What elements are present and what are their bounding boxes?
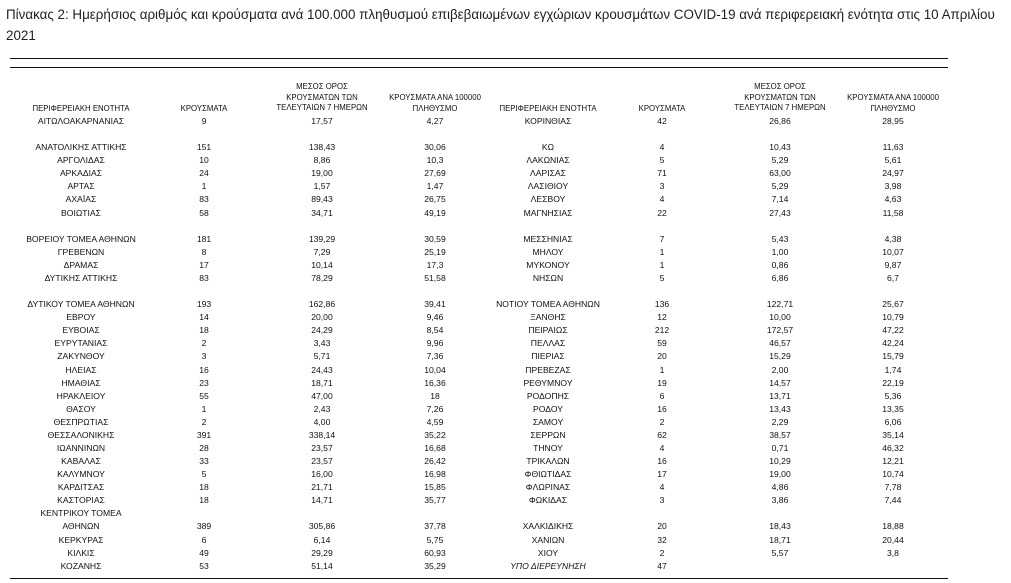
- cell-cases-left: 5: [201, 469, 207, 480]
- cell-avg-left: 139,29: [308, 233, 336, 244]
- header-cases-right: ΚΡΟΥΣΜΑΤΑ: [638, 104, 686, 113]
- cell-cases-right: 4: [659, 443, 665, 453]
- cell-cases-left: 24: [199, 168, 209, 179]
- cell-cases-left: 391: [196, 429, 212, 440]
- cell-avg-right: 5,43: [771, 233, 789, 244]
- cell-cases-right: 1: [659, 364, 665, 375]
- header-per100k-left: ΚΡΟΥΣΜΑΤΑ ΑΝΑ 100000 ΠΛΗΘΥΣΜΟ: [389, 93, 481, 113]
- table-row: [0, 508, 1011, 519]
- cell-unit-left: ΘΕΣΣΑΛΟΝΙΚΗΣ: [47, 429, 115, 440]
- cell-unit-left: ΚΕΝΤΡΙΚΟΥ ΤΟΜΕΑ: [40, 508, 122, 519]
- cell-cases-left: 389: [196, 521, 212, 532]
- cell-per100k-left: 25,19: [424, 246, 446, 257]
- cell-avg-right: 172,57: [766, 325, 794, 336]
- table-row: [0, 365, 1011, 376]
- cell-per100k-right: 15,79: [882, 351, 904, 362]
- cell-unit-right: ΥΠΟ ΔΙΕΡΕΥΝΗΣΗ: [510, 560, 586, 571]
- cell-per100k-left: 16,68: [424, 443, 446, 453]
- cell-unit-right: ΦΛΩΡΙΝΑΣ: [525, 482, 571, 493]
- cell-per100k-left: 16,36: [424, 377, 446, 388]
- cell-unit-right: ΣΑΜΟΥ: [532, 416, 564, 427]
- cell-avg-right: 2,00: [771, 364, 789, 375]
- cell-avg-left: 8,86: [313, 155, 331, 166]
- cell-cases-left: 28: [199, 443, 209, 453]
- cell-cases-left: 83: [199, 194, 209, 205]
- cell-per100k-left: 9,46: [426, 312, 444, 323]
- cell-cases-right: 62: [657, 429, 667, 440]
- table-row: [0, 273, 1011, 284]
- cell-cases-right: 2: [659, 547, 665, 558]
- cell-per100k-left: 60,93: [424, 547, 446, 558]
- cell-unit-right: ΡΟΔΟΠΗΣ: [526, 390, 570, 401]
- cell-unit-right: ΜΕΣΣΗΝΙΑΣ: [523, 233, 573, 244]
- cell-per100k-left: 7,26: [426, 403, 444, 414]
- cell-cases-left: 53: [199, 560, 209, 571]
- cell-cases-right: 4: [659, 482, 665, 493]
- cell-unit-left: ΗΜΑΘΙΑΣ: [61, 377, 101, 388]
- cell-per100k-left: 10,04: [424, 364, 446, 375]
- cell-avg-left: 17,57: [311, 116, 333, 126]
- cell-unit-left: ΒΟΙΩΤΙΑΣ: [61, 207, 101, 218]
- cell-avg-left: 89,43: [311, 194, 333, 205]
- table-row: [0, 430, 1011, 441]
- cell-per100k-right: 9,87: [884, 259, 902, 270]
- cell-avg-right: 10,00: [769, 312, 791, 323]
- cell-unit-right: ΛΑΡΙΣΑΣ: [530, 168, 566, 179]
- cell-cases-left: 33: [199, 456, 209, 467]
- table-row: [0, 495, 1011, 506]
- cell-per100k-left: 49,19: [424, 207, 446, 218]
- cell-avg-right: 5,57: [771, 547, 789, 558]
- cell-cases-right: 3: [659, 495, 665, 506]
- cell-cases-left: 8: [201, 246, 207, 257]
- cell-cases-right: 42: [657, 116, 667, 126]
- cell-per100k-right: 10,07: [882, 246, 904, 257]
- cell-avg-left: 16,00: [311, 469, 333, 480]
- cell-unit-right: ΜΥΚΟΝΟΥ: [526, 259, 570, 270]
- cell-avg-right: 1,00: [771, 246, 789, 257]
- table-row: [0, 325, 1011, 336]
- cell-cases-right: 20: [657, 521, 667, 532]
- table-row: [0, 391, 1011, 402]
- cell-unit-right: ΜΗΛΟΥ: [532, 246, 564, 257]
- top-rule: [10, 58, 948, 59]
- table-row: [0, 155, 1011, 166]
- cell-per100k-left: 4,59: [426, 416, 444, 427]
- cell-avg-right: 10,29: [769, 456, 791, 467]
- cell-per100k-left: 16,98: [424, 469, 446, 480]
- cell-cases-left: 3: [201, 351, 207, 362]
- cell-per100k-right: 5,36: [884, 390, 902, 401]
- cell-unit-right: ΤΡΙΚΑΛΩΝ: [526, 456, 570, 467]
- cell-unit-right: ΠΡΕΒΕΖΑΣ: [525, 364, 571, 375]
- cell-avg-right: 5,29: [771, 181, 789, 192]
- cell-per100k-right: 46,32: [882, 443, 904, 453]
- cell-avg-right: 10,43: [769, 142, 791, 153]
- cell-per100k-left: 5,75: [426, 534, 444, 545]
- cell-per100k-left: 8,54: [426, 325, 444, 336]
- cell-unit-left: ΕΥΡΥΤΑΝΙΑΣ: [54, 338, 108, 349]
- table-row: [0, 168, 1011, 179]
- cell-cases-right: 1: [659, 246, 665, 257]
- cell-avg-left: 23,57: [311, 456, 333, 467]
- cell-avg-right: 15,29: [769, 351, 791, 362]
- table-row: [0, 351, 1011, 362]
- cell-cases-right: 6: [659, 390, 665, 401]
- table-row: [0, 116, 1011, 127]
- cell-cases-right: 22: [657, 207, 667, 218]
- cell-avg-left: 51,14: [311, 560, 333, 571]
- cell-avg-right: 2,29: [771, 416, 789, 427]
- cell-per100k-left: 30,06: [424, 142, 446, 153]
- cell-per100k-left: 4,27: [426, 116, 444, 126]
- cell-per100k-left: 30,59: [424, 233, 446, 244]
- table-row: [0, 482, 1011, 493]
- cell-cases-right: 3: [659, 181, 665, 192]
- cell-avg-left: 5,71: [313, 351, 331, 362]
- cell-cases-right: 32: [657, 534, 667, 545]
- cell-cases-right: 4: [659, 194, 665, 205]
- cell-unit-right: ΣΕΡΡΩΝ: [530, 429, 566, 440]
- cell-per100k-right: 42,24: [882, 338, 904, 349]
- cell-unit-right: ΠΙΕΡΙΑΣ: [531, 351, 565, 362]
- cell-avg-left: 20,00: [311, 312, 333, 323]
- cell-avg-left: 6,14: [313, 534, 331, 545]
- table-row: [0, 142, 1011, 153]
- cell-per100k-left: 35,22: [424, 429, 446, 440]
- cell-avg-right: 6,86: [771, 272, 789, 283]
- header-avg-left: ΜΕΣΟΣ ΟΡΟΣ ΚΡΟΥΣΜΑΤΩΝ ΤΩΝ ΤΕΛΕΥΤΑΙΩΝ 7 ΗΜΕΡΩΝ: [276, 82, 368, 112]
- table-row: [0, 181, 1011, 192]
- cell-per100k-left: 26,42: [424, 456, 446, 467]
- table-row: [0, 312, 1011, 323]
- cell-unit-right: ΤΗΝΟΥ: [533, 443, 563, 453]
- cell-unit-left: ΑΝΑΤΟΛΙΚΗΣ ΑΤΤΙΚΗΣ: [35, 142, 127, 153]
- cell-cases-left: 23: [199, 377, 209, 388]
- cell-unit-left: ΚΑΣΤΟΡΙΑΣ: [57, 495, 105, 506]
- cell-avg-left: 18,71: [311, 377, 333, 388]
- cell-unit-left: ΙΩΑΝΝΙΝΩΝ: [56, 443, 106, 453]
- cell-unit-left: ΑΡΚΑΔΙΑΣ: [59, 168, 103, 179]
- cell-avg-left: 305,86: [308, 521, 336, 532]
- cell-cases-left: 83: [199, 272, 209, 283]
- cell-unit-left: ΔΥΤΙΚΗΣ ΑΤΤΙΚΗΣ: [44, 272, 118, 283]
- table-row: [0, 469, 1011, 480]
- cell-unit-right: ΜΑΓΝΗΣΙΑΣ: [523, 207, 573, 218]
- cell-avg-left: 78,29: [311, 272, 333, 283]
- cell-cases-right: 71: [657, 168, 667, 179]
- cell-cases-right: 19: [657, 377, 667, 388]
- cell-per100k-right: 18,88: [882, 521, 904, 532]
- table-row: [0, 417, 1011, 428]
- cell-avg-left: 21,71: [311, 482, 333, 493]
- cell-avg-right: 38,57: [769, 429, 791, 440]
- cell-avg-right: 13,43: [769, 403, 791, 414]
- cell-unit-left: ΗΡΑΚΛΕΙΟΥ: [56, 390, 106, 401]
- cell-per100k-left: 35,29: [424, 560, 446, 571]
- cell-avg-left: 47,00: [311, 390, 333, 401]
- cell-avg-right: 18,43: [769, 521, 791, 532]
- cell-cases-left: 2: [201, 338, 207, 349]
- cell-avg-right: 26,86: [769, 116, 791, 126]
- cell-cases-left: 58: [199, 207, 209, 218]
- table-row: [0, 194, 1011, 205]
- cell-unit-right: ΞΑΝΘΗΣ: [530, 312, 566, 323]
- cell-cases-right: 7: [659, 233, 665, 244]
- cell-avg-left: 23,57: [311, 443, 333, 453]
- table-row: [0, 260, 1011, 271]
- cell-unit-left: ΚΟΖΑΝΗΣ: [60, 560, 102, 571]
- cell-unit-left: ΚΙΛΚΙΣ: [67, 547, 95, 558]
- cell-avg-left: 24,43: [311, 364, 333, 375]
- cell-per100k-right: 7,44: [884, 495, 902, 506]
- cell-per100k-left: 18: [430, 390, 440, 401]
- cell-avg-left: 34,71: [311, 207, 333, 218]
- cell-unit-left: ΚΑΡΔΙΤΣΑΣ: [57, 482, 105, 493]
- cell-per100k-right: 5,61: [884, 155, 902, 166]
- cell-unit-right: ΛΑΣΙΘΙΟΥ: [527, 181, 569, 192]
- cell-cases-left: 18: [199, 325, 209, 336]
- cell-unit-left: ΕΒΡΟΥ: [66, 312, 96, 323]
- cell-unit-left: ΘΑΣΟΥ: [66, 403, 96, 414]
- cell-avg-right: 27,43: [769, 207, 791, 218]
- cell-unit-right: ΠΕΛΛΑΣ: [530, 338, 566, 349]
- cell-unit-right: ΡΟΔΟΥ: [533, 403, 563, 414]
- cell-avg-right: 19,00: [769, 469, 791, 480]
- cell-per100k-right: 3,8: [887, 547, 899, 558]
- cell-per100k-right: 3,98: [884, 181, 902, 192]
- cell-avg-left: 1,57: [313, 181, 331, 192]
- cell-cases-right: 1: [659, 259, 665, 270]
- cell-cases-left: 16: [199, 364, 209, 375]
- cell-unit-left: ΒΟΡΕΙΟΥ ΤΟΜΕΑ ΑΘΗΝΩΝ: [26, 233, 136, 244]
- cell-unit-right: ΝΟΤΙΟΥ ΤΟΜΕΑ ΑΘΗΝΩΝ: [496, 299, 600, 310]
- cell-cases-left: 6: [201, 534, 207, 545]
- cell-avg-right: 0,71: [771, 443, 789, 453]
- cell-per100k-left: 27,69: [424, 168, 446, 179]
- cell-avg-left: 338,14: [308, 429, 336, 440]
- cell-cases-left: 2: [201, 416, 207, 427]
- cell-avg-right: 46,57: [769, 338, 791, 349]
- cell-per100k-right: 47,22: [882, 325, 904, 336]
- cell-cases-right: 5: [659, 272, 665, 283]
- cell-per100k-right: 24,97: [882, 168, 904, 179]
- cell-cases-right: 47: [657, 560, 667, 571]
- cell-unit-right: ΦΩΚΙΔΑΣ: [528, 495, 568, 506]
- cell-unit-left: ΕΥΒΟΙΑΣ: [62, 325, 100, 336]
- cell-per100k-right: 4,38: [884, 233, 902, 244]
- cell-per100k-right: 28,95: [882, 116, 904, 126]
- cell-unit-right: ΧΑΛΚΙΔΙΚΗΣ: [522, 521, 574, 532]
- cell-unit-left: ΚΑΛΥΜΝΟΥ: [57, 469, 105, 480]
- cell-cases-right: 212: [654, 325, 670, 336]
- cell-unit-right: ΛΕΣΒΟΥ: [530, 194, 566, 205]
- cell-unit-left: ΑΙΤΩΛΟΑΚΑΡΝΑΝΙΑΣ: [37, 116, 125, 126]
- cell-cases-left: 49: [199, 547, 209, 558]
- table-row: [0, 338, 1011, 349]
- cell-per100k-left: 26,75: [424, 194, 446, 205]
- cell-per100k-right: 10,79: [882, 312, 904, 323]
- cell-cases-left: 14: [199, 312, 209, 323]
- table-row: [0, 208, 1011, 219]
- cell-avg-right: 5,29: [771, 155, 789, 166]
- header-unit-left: ΠΕΡΙΦΕΡΕΙΑΚΗ ΕΝΟΤΗΤΑ: [32, 104, 130, 113]
- cell-unit-left: ΚΕΡΚΥΡΑΣ: [58, 534, 104, 545]
- cell-unit-right: ΧΑΝΙΩΝ: [531, 534, 565, 545]
- cell-unit-right: ΧΙΟΥ: [537, 547, 559, 558]
- cell-avg-left: 14,71: [311, 495, 333, 506]
- cell-per100k-right: 20,44: [882, 534, 904, 545]
- cell-unit-right: ΡΕΘΥΜΝΟΥ: [523, 377, 573, 388]
- cell-avg-right: 4,86: [771, 482, 789, 493]
- cell-cases-left: 17: [199, 259, 209, 270]
- cell-cases-right: 17: [657, 469, 667, 480]
- cell-avg-left: 3,43: [313, 338, 331, 349]
- header-unit-right: ΠΕΡΙΦΕΡΕΙΑΚΗ ΕΝΟΤΗΤΑ: [499, 104, 597, 113]
- cell-per100k-right: 11,58: [882, 207, 904, 218]
- cell-per100k-right: 6,7: [887, 272, 899, 283]
- cell-unit-right: ΠΕΙΡΑΙΩΣ: [528, 325, 568, 336]
- cell-avg-right: 14,57: [769, 377, 791, 388]
- table-row: [0, 129, 1011, 140]
- cell-unit-left: ΑΧΑΪΑΣ: [65, 194, 97, 205]
- cell-cases-left: 193: [196, 299, 212, 310]
- table-row: [0, 299, 1011, 310]
- table-row: [0, 221, 1011, 232]
- cell-avg-left: 4,00: [313, 416, 331, 427]
- cell-avg-left: 29,29: [311, 547, 333, 558]
- cell-cases-right: 12: [657, 312, 667, 323]
- cell-avg-left: 2,43: [313, 403, 331, 414]
- cell-per100k-right: 11,63: [882, 142, 904, 153]
- cell-per100k-right: 22,19: [882, 377, 904, 388]
- cell-per100k-left: 35,77: [424, 495, 446, 506]
- cell-avg-right: 63,00: [769, 168, 791, 179]
- cell-per100k-right: 4,63: [884, 194, 902, 205]
- cell-avg-right: 18,71: [769, 534, 791, 545]
- cell-unit-left: ΑΡΓΟΛΙΔΑΣ: [57, 155, 105, 166]
- cell-avg-left: 7,29: [313, 246, 331, 257]
- cell-cases-left: 181: [196, 233, 212, 244]
- cell-per100k-left: 37,78: [424, 521, 446, 532]
- cell-per100k-left: 1,47: [426, 181, 444, 192]
- cell-cases-right: 16: [657, 403, 667, 414]
- header-avg-right: ΜΕΣΟΣ ΟΡΟΣ ΚΡΟΥΣΜΑΤΩΝ ΤΩΝ ΤΕΛΕΥΤΑΙΩΝ 7 ΗΜΕΡΩΝ: [734, 82, 826, 112]
- cell-cases-left: 10: [199, 155, 209, 166]
- cell-per100k-left: 10,3: [426, 155, 444, 166]
- cell-unit-right: ΛΑΚΩΝΙΑΣ: [526, 155, 570, 166]
- table-row: [0, 456, 1011, 467]
- cell-cases-left: 9: [201, 116, 207, 126]
- cell-unit-right: ΦΘΙΩΤΙΔΑΣ: [524, 469, 572, 480]
- table-row: [0, 404, 1011, 415]
- header-per100k-right: ΚΡΟΥΣΜΑΤΑ ΑΝΑ 100000 ΠΛΗΘΥΣΜΟ: [847, 93, 939, 113]
- cell-avg-right: 13,71: [769, 390, 791, 401]
- cell-cases-right: 2: [659, 416, 665, 427]
- table-row: [0, 535, 1011, 546]
- cell-unit-left: ΑΘΗΝΩΝ: [62, 521, 100, 532]
- cell-cases-right: 59: [657, 338, 667, 349]
- cell-per100k-right: 7,78: [884, 482, 902, 493]
- header-cases-left: ΚΡΟΥΣΜΑΤΑ: [180, 104, 228, 113]
- cell-per100k-left: 39,41: [424, 299, 446, 310]
- cell-unit-left: ΔΥΤΙΚΟΥ ΤΟΜΕΑ ΑΘΗΝΩΝ: [27, 299, 135, 310]
- cell-per100k-right: 12,21: [882, 456, 904, 467]
- header-rule: [10, 67, 948, 68]
- cell-avg-right: 122,71: [766, 299, 794, 310]
- cell-unit-left: ΓΡΕΒΕΝΩΝ: [57, 246, 105, 257]
- cell-cases-right: 20: [657, 351, 667, 362]
- table-row: [0, 378, 1011, 389]
- cell-avg-left: 10,14: [311, 259, 333, 270]
- cell-cases-left: 18: [199, 495, 209, 506]
- cell-per100k-right: 1,74: [884, 364, 902, 375]
- cell-unit-right: ΚΩ: [541, 142, 555, 153]
- table-row: [0, 247, 1011, 258]
- cell-unit-right: ΝΗΣΩΝ: [532, 272, 564, 283]
- cell-unit-left: ΚΑΒΑΛΑΣ: [61, 456, 101, 467]
- cell-per100k-left: 9,96: [426, 338, 444, 349]
- cell-cases-left: 18: [199, 482, 209, 493]
- cell-cases-right: 5: [659, 155, 665, 166]
- bottom-rule: [10, 578, 948, 579]
- cell-per100k-left: 51,58: [424, 272, 446, 283]
- cell-per100k-right: 13,35: [882, 403, 904, 414]
- cell-unit-left: ΔΡΑΜΑΣ: [63, 259, 99, 270]
- cell-per100k-left: 17,3: [426, 259, 444, 270]
- cell-per100k-left: 7,36: [426, 351, 444, 362]
- cell-unit-right: ΚΟΡΙΝΘΙΑΣ: [524, 116, 572, 126]
- cell-avg-right: 0,86: [771, 259, 789, 270]
- table-row: [0, 561, 1011, 572]
- cell-cases-left: 55: [199, 390, 209, 401]
- table-row: [0, 521, 1011, 532]
- cell-unit-left: ΖΑΚΥΝΘΟΥ: [57, 351, 105, 362]
- cell-avg-left: 19,00: [311, 168, 333, 179]
- cell-cases-left: 1: [201, 181, 207, 192]
- table-title: Πίνακας 2: Ημερήσιος αριθμός και κρούσματα ανά 100.000 πληθυσμού επιβεβαιωμένων εγχώριων κρουσμάτων COVID-19 ανά περιφερειακή ενότητα στις 10 Απριλίου 2021: [6, 7, 995, 43]
- cell-cases-right: 4: [659, 142, 665, 153]
- cell-avg-right: 3,86: [771, 495, 789, 506]
- table-row: [0, 286, 1011, 297]
- cell-per100k-right: 25,67: [882, 299, 904, 310]
- cell-cases-left: 1: [201, 403, 207, 414]
- cell-per100k-right: 6,06: [884, 416, 902, 427]
- cell-avg-left: 24,29: [311, 325, 333, 336]
- cell-unit-left: ΘΕΣΠΡΩΤΙΑΣ: [53, 416, 109, 427]
- cell-per100k-left: 15,85: [424, 482, 446, 493]
- cell-per100k-right: 10,74: [882, 469, 904, 480]
- cell-cases-right: 136: [654, 299, 670, 310]
- cell-unit-left: ΗΛΕΙΑΣ: [65, 364, 97, 375]
- table-row: [0, 234, 1011, 245]
- cell-cases-right: 16: [657, 456, 667, 467]
- cell-avg-right: 7,14: [771, 194, 789, 205]
- cell-unit-left: ΑΡΤΑΣ: [67, 181, 95, 192]
- table-row: [0, 443, 1011, 454]
- cell-avg-left: 162,86: [308, 299, 336, 310]
- cell-avg-left: 138,43: [308, 142, 336, 153]
- cell-cases-left: 151: [196, 142, 212, 153]
- cell-per100k-right: 35,14: [882, 429, 904, 440]
- table-row: [0, 548, 1011, 559]
